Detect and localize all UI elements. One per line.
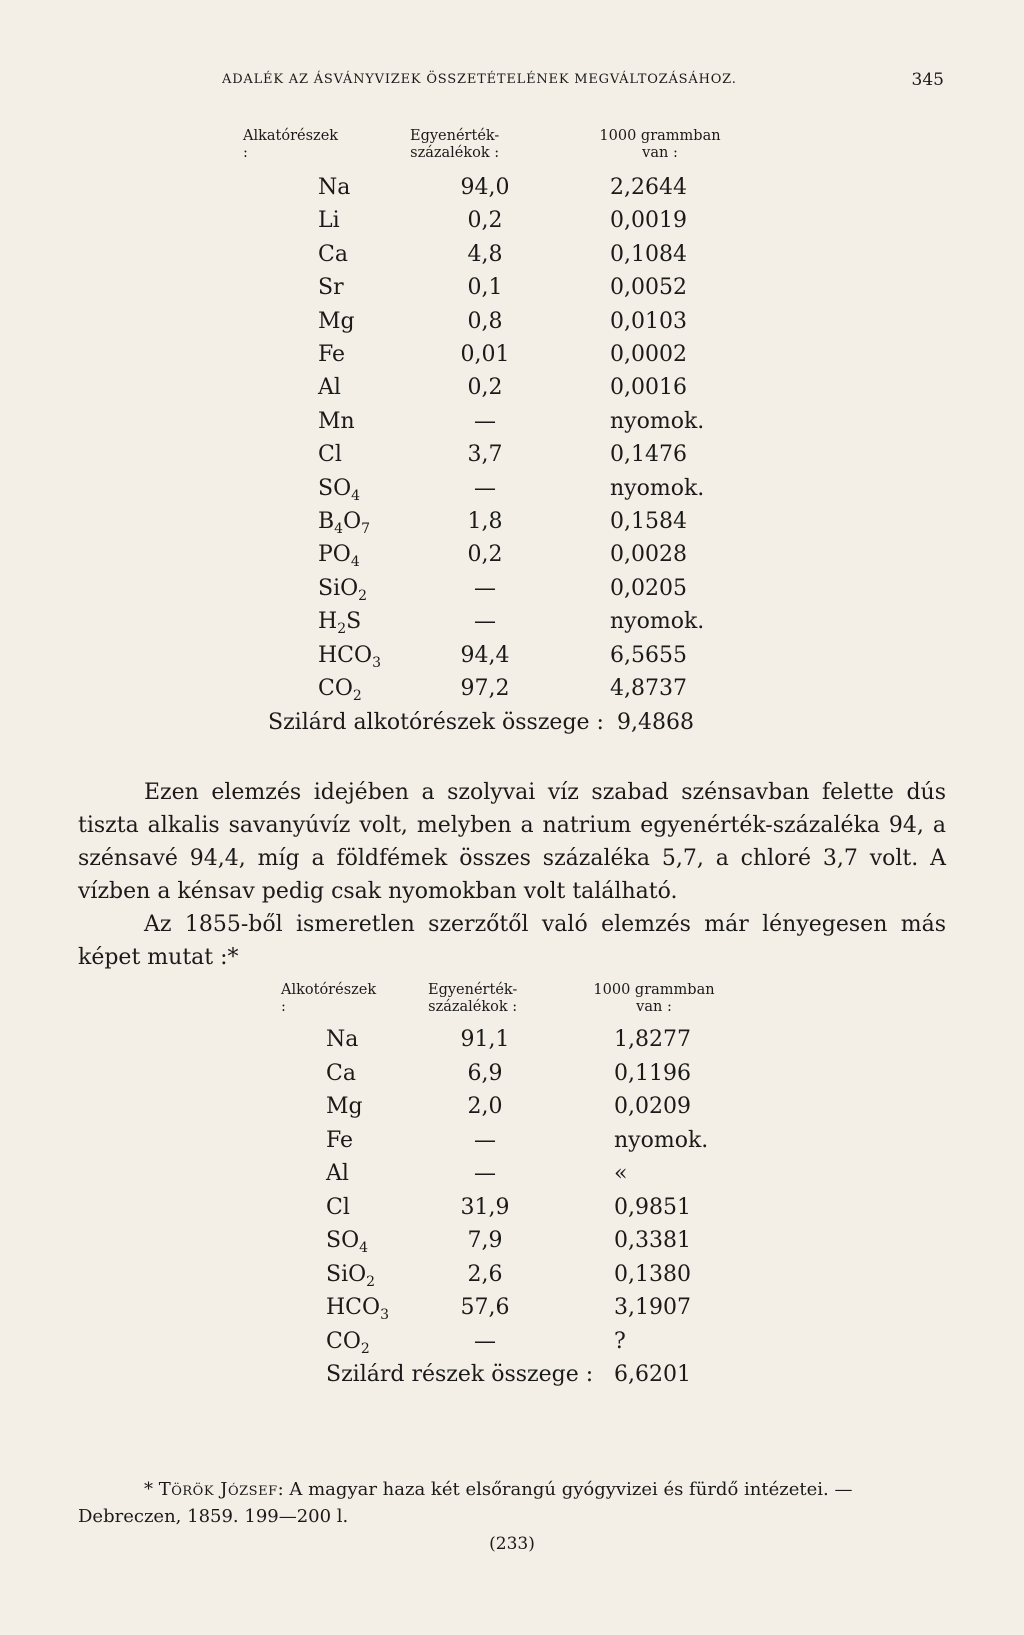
table1-component: Li <box>318 208 340 234</box>
table2-header-grams-line2: van : <box>636 999 672 1015</box>
table2-grams-value: ? <box>614 1328 626 1354</box>
table1-grams-value: 0,0103 <box>610 308 687 334</box>
table2-component: Mg <box>326 1094 363 1119</box>
table1-grams-value: nyomok. <box>610 475 705 501</box>
running-title: ADALÉK AZ ÁSVÁNYVIZEK ÖSSZETÉTELÉNEK MEGVÁLTOZÁSÁHOZ. <box>222 72 737 87</box>
table1-header-component: Alkatórészek : <box>243 128 339 161</box>
table2-header-equivalent-line1: Egyenérték- <box>428 982 518 998</box>
table1-component: $B_4O_7$ <box>318 509 371 537</box>
table1-equivalent-percent: 3,7 <box>467 442 503 468</box>
table2-total-label: Szilárd részek összege : <box>326 1362 594 1387</box>
table1-equivalent-percent: — <box>474 609 496 635</box>
table1-equivalent-percent: 0,8 <box>467 308 503 334</box>
table1-grams-value: 0,0019 <box>610 208 687 234</box>
table2-component: $SO_4$ <box>326 1228 369 1256</box>
footnote-mark: * <box>144 1479 153 1500</box>
table2-component: $HCO_3$ <box>326 1295 389 1323</box>
table1-header-grams-line1: 1000 grammban <box>599 128 721 144</box>
table1-equivalent-percent: 0,1 <box>467 275 503 301</box>
table1-equivalent-percent: 0,2 <box>467 208 503 234</box>
table1-grams-value: 0,0002 <box>610 342 687 367</box>
table2-equivalent-percent: 6,9 <box>467 1060 503 1086</box>
table2-equivalent-percent: 57,6 <box>460 1295 510 1320</box>
footnote-text: : A magyar haza két elsőrangú gyógyvizei és fürdő intézetei. — Debreczen, 1859. 199—200 l. <box>78 1479 853 1527</box>
table2-equivalent-percent: 2,6 <box>467 1261 503 1287</box>
table1-component: Na <box>318 175 351 200</box>
table1-component: SiO$_2$ <box>318 575 368 604</box>
table1-equivalent-percent: 0,2 <box>467 542 503 568</box>
table1-grams-value: 0,1084 <box>610 241 687 267</box>
table1-grams-value: 0,1584 <box>610 509 687 534</box>
table2-component: Fe <box>326 1127 354 1153</box>
table2-grams-value: « <box>614 1161 628 1186</box>
table1-total-label: Szilárd alkotórészek összege : <box>268 710 604 735</box>
table1-component: Ca <box>318 241 348 267</box>
table2-grams-value: 0,1196 <box>614 1060 691 1086</box>
table1-component: Sr <box>318 275 344 301</box>
table2-equivalent-percent: 2,0 <box>467 1094 503 1119</box>
page-number: 345 <box>911 70 944 90</box>
table1-grams-value: 0,1476 <box>610 442 687 468</box>
table1-equivalent-percent: — <box>474 408 496 434</box>
table2-header-grams <box>578 982 730 1016</box>
running-header <box>222 70 944 94</box>
table1-equivalent-percent: 1,8 <box>467 509 503 534</box>
table2-equivalent-percent: — <box>474 1161 496 1186</box>
paragraph-1: Ezen elemzés idejében a szolyvai víz szabad szénsavban felette dús tiszta alkalis savanyúvíz volt, melyben a natrium egyenérték-százaléka 94, a szénsavé 94,4, míg a földfémek összes százaléka 5,7, a chloré 3,7 volt. A vízben a kénsav pedig csak nyomokban volt található. <box>78 780 946 904</box>
table1-equivalent-percent: 0,01 <box>460 342 510 367</box>
table2-equivalent-percent: — <box>474 1328 496 1354</box>
table1-grams-value: 0,0028 <box>610 542 687 568</box>
table1-component: $CO_2$ <box>318 676 362 704</box>
table2-grams-value: 0,9851 <box>614 1194 691 1220</box>
table1-equivalent-percent: 0,2 <box>467 375 503 401</box>
table2-total-value: 6,6201 <box>614 1362 691 1387</box>
table2-equivalent-percent: 7,9 <box>467 1228 503 1253</box>
table2-header-equivalent-line2: százalékok : <box>428 999 518 1015</box>
table1-grams-value: 4,8737 <box>610 676 687 701</box>
footnote-author: Török József <box>158 1479 278 1500</box>
table2-header-grams-line1: 1000 grammban <box>593 982 715 998</box>
table1-grams-value: 2,2644 <box>610 175 687 200</box>
table1-component: Mg <box>318 308 355 334</box>
table1-header-equivalent-line1: Egyenérték- <box>410 128 500 144</box>
footer-page-number: (233) <box>489 1534 535 1554</box>
table2-grams-value: 0,3381 <box>614 1228 691 1253</box>
table1-component: Cl <box>318 442 342 468</box>
table2-grams-value: nyomok. <box>614 1127 709 1153</box>
table1-grams-value: 0,0205 <box>610 575 687 601</box>
table1-grams-value: nyomok. <box>610 609 705 635</box>
table2-grams-value: 1,8277 <box>614 1027 691 1052</box>
table1-component: Fe <box>318 342 346 367</box>
table2-component: SiO$_2$ <box>326 1261 376 1290</box>
table1-header-grams <box>587 128 733 162</box>
table2-equivalent-percent: — <box>474 1127 496 1153</box>
table1-component: $SO_4$ <box>318 475 361 504</box>
table2-component: Ca <box>326 1060 356 1086</box>
table1-grams-value: nyomok. <box>610 408 705 434</box>
table2-grams-value: 3,1907 <box>614 1295 691 1320</box>
table2-header-equivalent <box>428 982 517 1016</box>
table1-grams-value: 6,5655 <box>610 642 687 668</box>
table2-grams-value: 0,0209 <box>614 1094 691 1119</box>
table1-equivalent-percent: 4,8 <box>467 241 503 267</box>
table2-component: Na <box>326 1027 359 1052</box>
table1-grams-value: 0,0016 <box>610 375 687 401</box>
paragraph-2: Az 1855-ből ismeretlen szerzőtől való elemzés már lényegesen más képet mutat :* <box>78 912 946 970</box>
table1-header-equivalent <box>410 128 499 162</box>
table1-header-equivalent-line2: százalékok : <box>410 145 500 161</box>
table1-equivalent-percent: — <box>474 475 496 501</box>
footnote <box>78 1476 946 1530</box>
table2-header-component: Alkotórészek : <box>281 982 377 1015</box>
table1-equivalent-percent: 94,0 <box>460 175 510 200</box>
table1-grams-value: 0,0052 <box>610 275 687 301</box>
table1-total-value: 9,4868 <box>617 710 694 735</box>
table1-component: $HCO_3$ <box>318 642 381 671</box>
table1-component: $H_2S$ <box>318 609 362 638</box>
table2-component: Al <box>326 1161 349 1186</box>
table2-component: $CO_2$ <box>326 1328 370 1357</box>
body-text <box>78 776 946 974</box>
table1-equivalent-percent: — <box>474 575 496 601</box>
table2-equivalent-percent: 31,9 <box>460 1194 510 1220</box>
table2-grams-value: 0,1380 <box>614 1261 691 1287</box>
table1-header-grams-line2: van : <box>642 145 678 161</box>
table1-component: Mn <box>318 408 355 434</box>
table2-component: Cl <box>326 1194 350 1220</box>
table1-equivalent-percent: 97,2 <box>460 676 510 701</box>
table1-component: $PO_4$ <box>318 542 360 571</box>
table2-equivalent-percent: 91,1 <box>460 1027 510 1052</box>
table1-component: Al <box>318 375 341 401</box>
table1-equivalent-percent: 94,4 <box>460 642 510 668</box>
